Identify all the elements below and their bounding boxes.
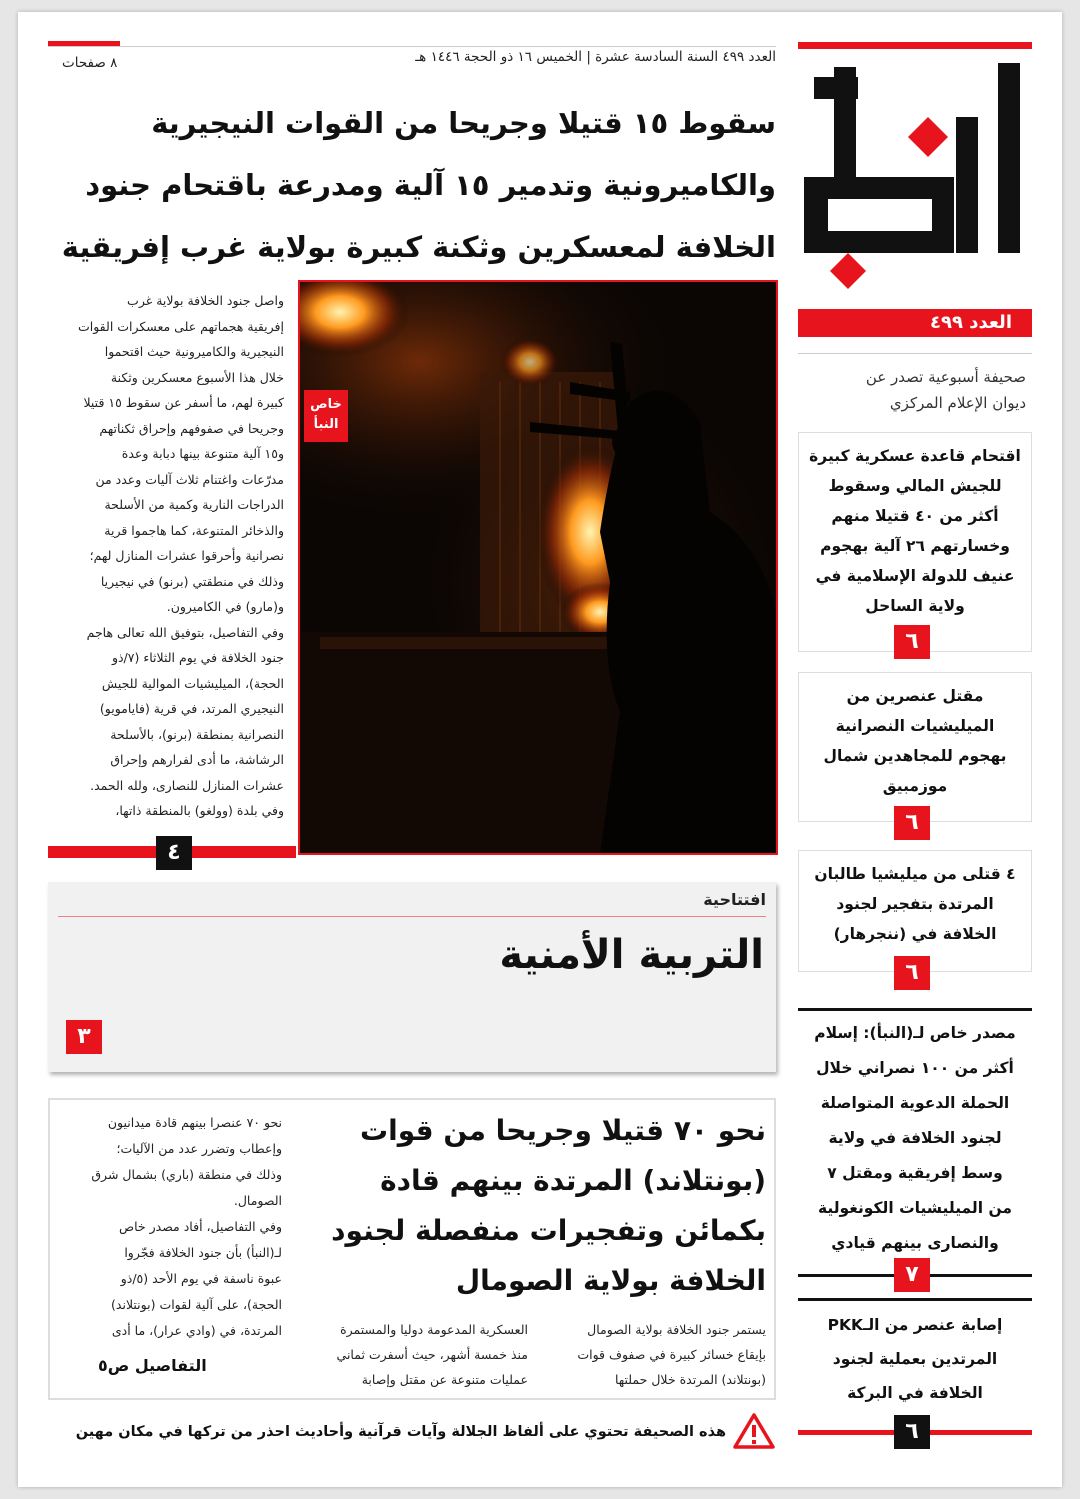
brief-1-line: اقتحام قاعدة عسكرية كبيرة [809,447,1021,465]
second-col-1-line: بإيقاع خسائر كبيرة في صفوف قوات [577,1347,766,1362]
logo-graphic [798,57,1032,297]
brief-3-page-ref[interactable]: ٦ [894,956,930,990]
issue-line: العدد ٤٩٩ السنة السادسة عشرة | الخميس ١٦ ذو الحجة ١٤٤٦ هـ [415,49,776,65]
brief-5-line: الخلافة في البركة [847,1384,983,1402]
second-col-3-line: لـ(النبأ) بأن جنود الخلافة فجّروا [124,1245,282,1260]
second-col-3-line: المرتدة، في (وادي عرار)، ما أدى [111,1323,282,1338]
brief-2-line: بهجوم للمجاهدين شمال [823,747,1007,765]
lead-headline-line-2: والكاميرونية وتدمير ١٥ آلية ومدرعة باقتحام جنود [85,168,776,202]
second-headline-line-3: بكمائن وتفجيرات منفصلة لجنود [331,1214,766,1247]
tagline-line-1: صحيفة أسبوعية تصدر عن [865,368,1026,386]
brief-4-top-rule [798,1008,1032,1011]
brief-1-line: للجيش المالي وسقوط [828,477,1002,495]
brief-3-line: ٤ قتلى من ميليشيا طالبان [814,865,1016,883]
lead-body-line: وذلك في منطقتي (برنو) في نيجيريا [100,573,284,589]
brief-3-line: الخلافة في (ننجرهار) [833,925,997,943]
brief-4-line: من الميليشيات الكونغولية [817,1199,1013,1217]
brief-2-page-ref[interactable]: ٦ [894,806,930,840]
second-col-3-line: عبوة ناسفة في يوم الأحد (٥/ذو [120,1271,282,1286]
footer-warning: هذه الصحيفة تحتوي على ألفاظ الجلالة وآيات قرآنية وأحاديث احذر من تركها في مكان مهين [75,1424,726,1440]
lead-body-line: النيجيري المرتد، في قرية (فايامويو) [99,701,284,716]
masthead-divider [798,353,1032,354]
brief-5-page-ref[interactable]: ٦ [894,1415,930,1449]
brief-4-line: الحملة الدعوية المتواصلة [820,1094,1010,1112]
lead-body-line: والذخائر المتنوعة، كما هاجموا قرية [104,522,284,538]
page-count: ٨ صفحات [62,55,118,71]
brief-5-top-rule [798,1298,1032,1301]
second-headline [306,1106,766,1306]
second-headline-line-1: نحو ٧٠ قتيلا وجريحا من قوات [360,1114,766,1147]
brief-1-page-ref[interactable]: ٦ [894,625,930,659]
header-rule [48,46,776,47]
second-col-3-line: نحو ٧٠ عنصرا بينهم قادة ميدانيون [107,1115,282,1130]
brief-4-line: مصدر خاص لـ(النبأ): إسلام [814,1024,1016,1042]
brief-5-line: المرتدين بعملية لجنود [832,1350,998,1368]
brief-4-line: وسط إفريقية ومقتل ٧ [827,1164,1003,1182]
lead-body-line: الحجة)، الميليشيات الموالية للجيش [101,675,284,691]
second-details-link[interactable]: التفاصيل ص٥ [98,1356,207,1375]
brief-1-line: أكثر من ٤٠ قتيلا منهم [831,507,999,525]
lead-headline [60,92,776,278]
sidebar-brief-5[interactable] [798,1308,1032,1410]
brief-4-line: أكثر من ١٠٠ نصراني خلال [816,1059,1014,1077]
brief-2-line: موزمبيق [882,777,948,795]
second-headline-line-2: (بونتلاند) المرتدة بينهم قادة [380,1164,766,1197]
masthead-logo [798,57,1032,297]
photo-tag-badge [304,390,348,442]
lead-body-line: و(مارو) في الكاميرون. [166,599,284,614]
newspaper-page [18,12,1062,1487]
tagline [798,364,1026,416]
photo-tag-line-2: النبأ [313,417,339,432]
lead-body-line: وفي التفاصيل، بتوفيق الله تعالى هاجم [86,624,284,640]
second-col-2 [306,1317,528,1392]
lead-headline-line-3: الخلافة لمعسكرين وثكنة كبيرة بولاية غرب إفريقية [61,230,776,264]
lead-body-line: خلال هذا الأسبوع معسكرين وثكنة [110,369,284,385]
sidebar-brief-2[interactable] [798,672,1032,822]
brief-1-line: وخسارتهم ٢٦ آلية بهجوم [820,537,1010,555]
lead-body-line: النصرانية بمنطقة (برنو)، بالأسلحة [110,726,284,742]
photo-tag-line-1: خاص [310,397,342,412]
editorial-page-ref[interactable]: ٣ [66,1020,102,1054]
sidebar-brief-1[interactable] [798,432,1032,652]
sidebar-brief-4[interactable] [798,1016,1032,1261]
lead-body-line: وفي بلدة (وولغو) بالمنطقة ذاتها، [115,803,284,818]
lead-body-line: مدرّعات واغتنام ثلاث آليات وعدد من [95,471,284,487]
second-col-3 [64,1110,282,1344]
issue-label: العدد ٤٩٩ [930,312,1012,333]
second-col-3-line: الحجة)، على آلية لقوات (بونتلاند) [111,1297,282,1312]
brief-4-line: والنصارى بينهم قيادي [831,1234,999,1252]
brief-4-page-ref[interactable]: ٧ [894,1258,930,1292]
brief-2-line: مقتل عنصرين من [846,687,984,705]
second-col-3-line: وذلك في منطقة (باري) بشمال شرق [91,1167,282,1182]
lead-body-line: و١٥ آلية متنوعة بينها دبابة وعدة [121,446,284,461]
lead-body-line: جنود الخلافة في يوم الثلاثاء (٧/ذو [111,650,284,665]
second-col-1-line: يستمر جنود الخلافة بولاية الصومال [587,1322,766,1337]
lead-body [60,288,284,824]
brief-4-line: لجنود الخلافة في ولاية [828,1129,1002,1147]
editorial-title: التربية الأمنية [499,932,764,978]
editorial-box[interactable] [48,882,776,1072]
second-headline-line-4: الخلافة بولاية الصومال [455,1264,766,1297]
tagline-line-2: ديوان الإعلام المركزي [889,394,1026,412]
masthead-top-rule [798,42,1032,49]
second-col-3-line: وإعطاب وتضرر عدد من الآليات؛ [116,1141,282,1156]
brief-1-line: ولاية الساحل [865,597,965,615]
second-col-1 [540,1317,766,1392]
lead-page-ref[interactable]: ٤ [156,836,192,870]
lead-body-line: نصرانية وأحرقوا عشرات المنازل لهم؛ [89,548,284,563]
lead-body-line: إفريقية هجماتهم على معسكرات القوات [77,318,284,334]
second-col-2-line: العسكرية المدعومة دوليا والمستمرة [340,1322,528,1337]
lead-body-line: الدراجات النارية وكمية من الأسلحة [104,497,284,512]
lead-photo [298,280,778,855]
sidebar-brief-3[interactable] [798,850,1032,972]
brief-3-line: المرتدة بتفجير لجنود [836,895,994,913]
lead-body-line: واصل جنود الخلافة بولاية غرب [127,293,284,308]
lead-body-line: كبيرة لهم، ما أسفر عن سقوط ١٥ قتيلا [83,395,284,410]
brief-5-line: إصابة عنصر من الـPKK [827,1316,1003,1334]
second-col-2-line: عمليات متنوعة عن مقتل وإصابة [361,1372,528,1387]
lead-photo-image [300,282,776,853]
second-col-1-line: (بونتلاند) المرتدة خلال حملتها [614,1372,766,1387]
second-col-3-line: الصومال. [233,1193,282,1208]
second-col-2-line: منذ خمسة أشهر، حيث أسفرت ثماني [336,1347,528,1362]
lead-headline-line-1: سقوط ١٥ قتيلا وجريحا من القوات النيجيرية [151,106,776,140]
editorial-label: افتتاحية [703,890,766,909]
lead-body-line: النيجيرية والكاميرونية حيث اقتحموا [104,344,284,359]
brief-2-line: الميليشيات النصرانية [835,717,995,735]
lead-body-line: عشرات المنازل للنصارى، ولله الحمد. [90,777,284,793]
warning-icon [732,1412,776,1450]
second-col-3-line: وفي التفاصيل، أفاد مصدر خاص [118,1219,282,1234]
editorial-rule [58,916,766,917]
lead-body-line: الرشاشة، ما أدى لفرارهم وإحراق [110,752,284,767]
lead-body-line: وجريحا في صفوفهم وإحراق ثكناتهم [99,420,284,436]
brief-1-line: عنيف للدولة الإسلامية في [815,567,1015,585]
